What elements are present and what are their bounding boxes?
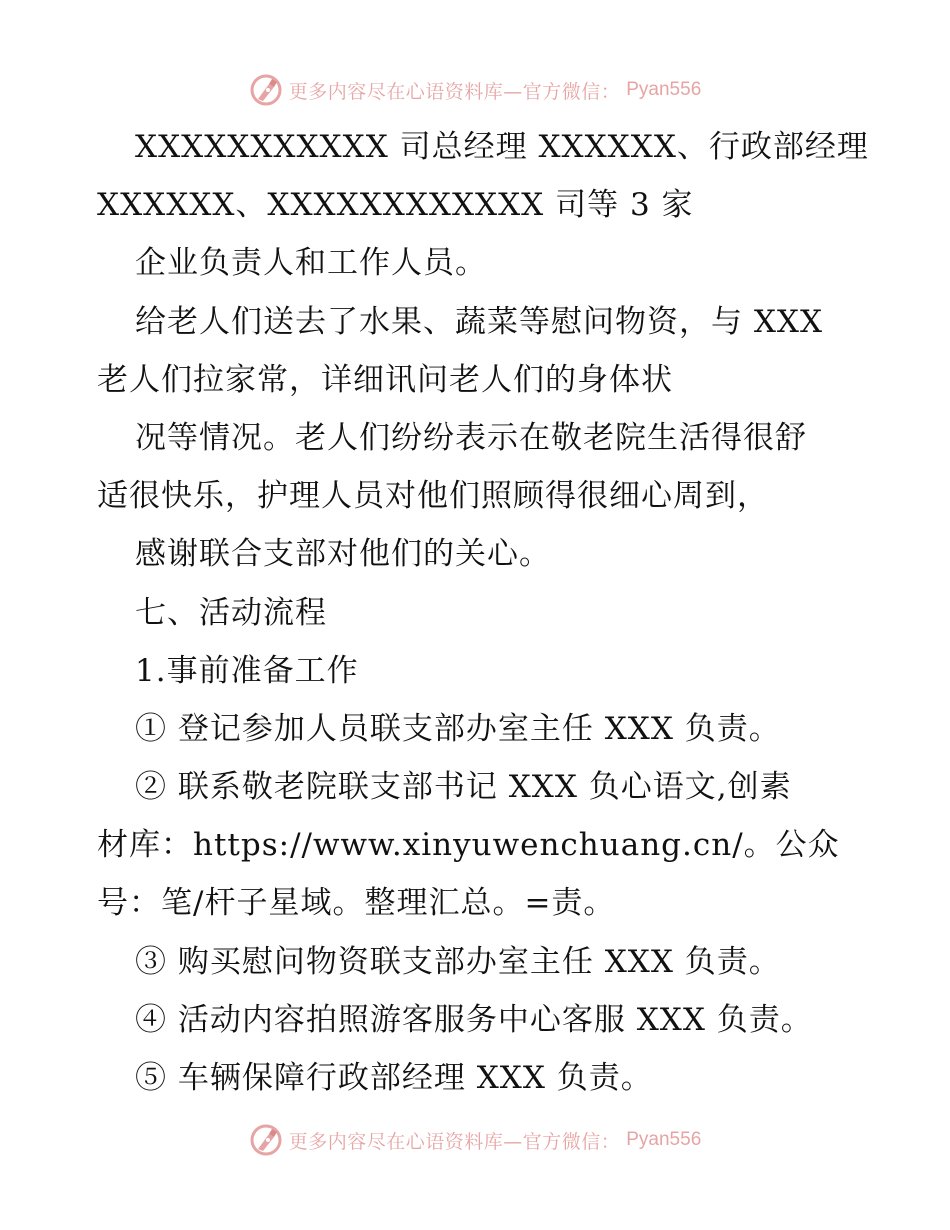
subsection-heading: 1.事前准备工作 bbox=[135, 652, 359, 689]
text-line: 号：笔/杆子星域。整理汇总。=责。 bbox=[97, 885, 616, 922]
document-body bbox=[97, 118, 869, 1107]
watermark-text: 更多内容尽在心语资料库—官方微信： bbox=[288, 80, 621, 103]
watermark-text: 更多内容尽在心语资料库—官方微信： bbox=[288, 1130, 621, 1153]
text-line: 感谢联合支部对他们的关心。 bbox=[135, 536, 551, 573]
text-line: 老人们拉家常，详细讯问老人们的身体状 bbox=[97, 361, 673, 398]
list-item: ② 联系敬老院联支部书记 XXX 负心语文,创素 bbox=[135, 769, 792, 806]
text-line: 适很快乐，护理人员对他们照顾得很细心周到， bbox=[97, 478, 769, 515]
pen-nib-circle-icon bbox=[249, 73, 283, 107]
text-line: XXXXXX、XXXXXXXXXXXX 司等 3 家 bbox=[97, 187, 694, 224]
list-item: ① 登记参加人员联支部办室主任 XXX 负责。 bbox=[135, 710, 781, 747]
text-line: 企业负责人和工作人员。 bbox=[135, 245, 487, 282]
text-line: 况等情况。老人们纷纷表示在敬老院生活得很舒 bbox=[135, 419, 807, 456]
watermark-handle: Pyan556 bbox=[626, 79, 702, 100]
header-watermark bbox=[0, 70, 950, 110]
footer-watermark bbox=[0, 1120, 950, 1160]
list-item: ③ 购买慰问物资联支部办室主任 XXX 负责。 bbox=[135, 943, 781, 980]
list-item: ⑤ 车辆保障行政部经理 XXX 负责。 bbox=[135, 1060, 653, 1096]
list-item: ④ 活动内容拍照游客服务中心客服 XXX 负责。 bbox=[135, 1001, 813, 1038]
text-line: XXXXXXXXXXX 司总经理 XXXXXX、行政部经理 bbox=[135, 129, 869, 165]
pen-nib-circle-icon bbox=[249, 1123, 283, 1157]
text-line: 材库：https://www.xinyuwenchuang.cn/。公众 bbox=[97, 827, 840, 864]
watermark-handle: Pyan556 bbox=[626, 1129, 702, 1150]
section-heading: 七、活动流程 bbox=[135, 594, 327, 631]
text-line: 给老人们送去了水果、蔬菜等慰问物资，与 XXX bbox=[135, 303, 824, 340]
